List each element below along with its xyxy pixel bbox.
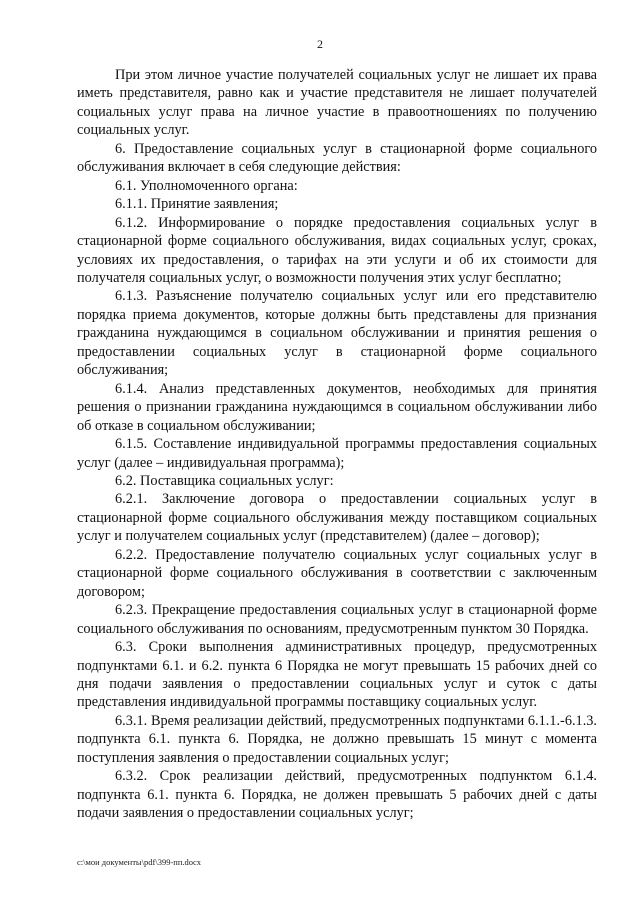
paragraph-personal-participation: При этом личное участие получателей социальных услуг не лишает их права иметь представителя, равно как и участие представителя не лишает получателей социальных услуг права на личное участие в правоотношениях по получению социальных услуг. xyxy=(77,67,597,139)
footer-file-path: c:\мои документы\pdf\399-пп.docx xyxy=(77,857,202,867)
paragraph-6-3-2: 6.3.2. Срок реализации действий, предусмотренных подпунктом 6.1.4. подпункта 6.1. пункта 6. Порядка, не должен превышать 5 рабочих дней с даты подачи заявления о предоставлении социальных услуг; xyxy=(77,768,597,822)
paragraph-6-1-1: 6.1.1. Принятие заявления; xyxy=(115,196,279,213)
paragraph-6-3-1: 6.3.1. Время реализации действий, предусмотренных подпунктами 6.1.1.-6.1.3. подпункта 6.1. пункта 6. Порядка, не должно превышать 15 минут с момента поступления заявления о предоставлении социальных услуг; xyxy=(77,712,597,766)
page-number: 2 xyxy=(317,37,323,51)
paragraph-6-2-2: 6.2.2. Предоставление получателю социальных услуг социальных услуг в стационарной форме социального обслуживания в соответствии с заключенным договором; xyxy=(77,546,597,600)
paragraph-6-3: 6.3. Сроки выполнения административных процедур, предусмотренных подпунктами 6.1. и 6.2. пункта 6 Порядка не могут превышать 15 рабочих дней со дня подачи заявления о предоставлении социальных услуг и суток с даты представления индивидуальной программы поставщику социальных услуг. xyxy=(77,639,597,711)
document-body xyxy=(77,66,597,823)
paragraph-6-1: 6.1. Уполномоченного органа: xyxy=(115,177,298,194)
paragraph-6-1-4: 6.1.4. Анализ представленных документов, необходимых для принятия решения о признании гражданина нуждающимся в социальном обслуживании либо об отказе в социальном обслуживании; xyxy=(77,380,597,434)
paragraph-6-1-3: 6.1.3. Разъяснение получателю социальных услуг или его представителю порядка приема документов, которые должны быть представлены для признания гражданина нуждающимся в социальном обслуживании и принятия решения о предоставлении социальных услуг в стационарной форме социального обслуживания; xyxy=(77,288,597,379)
paragraph-6-2: 6.2. Поставщика социальных услуг: xyxy=(115,472,334,489)
paragraph-6-1-2: 6.1.2. Информирование о порядке предоставления социальных услуг в стационарной форме социального обслуживания, видах социальных услуг, сроках, условиях их предоставления, о тарифах на эти услуги и об их стоимости для получателя социальных услуг, о возможности получения этих услуг бесплатно; xyxy=(77,214,597,286)
paragraph-6-1-5: 6.1.5. Составление индивидуальной программы предоставления социальных услуг (далее – индивидуальная программа); xyxy=(77,436,597,471)
paragraph-6-2-1: 6.2.1. Заключение договора о предоставлении социальных услуг в стационарной форме социального обслуживания между поставщиком социальных услуг и получателем социальных услуг (представителем) (далее – договор); xyxy=(77,491,597,545)
paragraph-6: 6. Предоставление социальных услуг в стационарной форме социального обслуживания включает в себя следующие действия: xyxy=(77,140,597,176)
paragraph-6-2-3: 6.2.3. Прекращение предоставления социальных услуг в стационарной форме социального обслуживания по основаниям, предусмотренным пунктом 30 Порядка. xyxy=(77,602,597,637)
